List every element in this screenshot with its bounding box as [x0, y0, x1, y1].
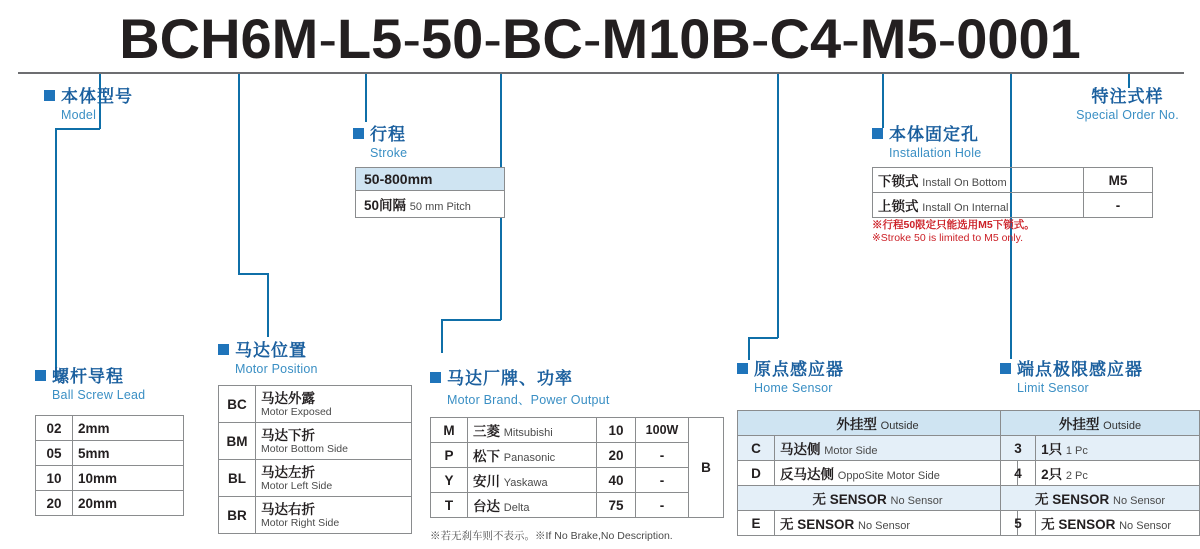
- table-row: [219, 497, 412, 534]
- hole-row-0-cn: 下锁式: [878, 174, 919, 189]
- label-motor-brand-cn: 马达厂牌、功率: [447, 369, 573, 388]
- pn-seg-lead: L5: [336, 7, 403, 70]
- connector-brand-horizontal: [441, 319, 501, 321]
- brand-en-3: Delta: [503, 502, 530, 514]
- home-cn-1: 反马达侧: [780, 467, 834, 482]
- bullet-square: [872, 128, 883, 139]
- table-row: [1001, 436, 1200, 461]
- label-motor-position: [218, 336, 318, 376]
- label-stroke-en: Stroke: [370, 146, 408, 160]
- table-row: [36, 441, 184, 466]
- label-installation-hole-cn: 本体固定孔: [889, 125, 979, 144]
- lead-value-0: 2mm: [73, 416, 184, 441]
- pn-seg-homesensor: C4: [769, 7, 842, 70]
- table-row: [36, 491, 184, 516]
- connector-lead-vertical: [238, 74, 240, 274]
- label-special-order: [1020, 82, 1200, 122]
- limit-desc-0: [1036, 436, 1200, 461]
- limit-desc-3: [1036, 511, 1200, 536]
- home-en-2: No Sensor: [890, 495, 943, 507]
- label-special-order-cn: 特注式样: [1091, 87, 1164, 106]
- label-limit-sensor: [1000, 355, 1143, 395]
- limit-en-2: No Sensor: [1113, 495, 1165, 507]
- pn-dash: -: [750, 7, 770, 70]
- brand-name-0: [468, 418, 597, 443]
- stroke-range: 50-800mm: [355, 167, 505, 191]
- bullet-square: [218, 344, 229, 355]
- table-row: [873, 193, 1153, 218]
- lead-code-1: 05: [36, 441, 73, 466]
- table-row: [1001, 461, 1200, 486]
- label-stroke: [353, 120, 407, 160]
- home-code-1: D: [738, 461, 775, 486]
- limit-cn-1: 2只: [1041, 467, 1063, 482]
- connector-model-vertical: [55, 128, 57, 378]
- limit-en-0: 1 Pc: [1065, 445, 1088, 457]
- lead-value-2: 10mm: [73, 466, 184, 491]
- bullet-square: [44, 90, 55, 101]
- power-code-0: 10: [597, 418, 636, 443]
- part-number: [0, 6, 1200, 71]
- stroke-pitch-en: 50 mm Pitch: [409, 201, 471, 213]
- limit-sensor-header: [1001, 411, 1200, 436]
- brake-code: B: [689, 418, 724, 518]
- home-cn-0: 马达侧: [780, 442, 821, 457]
- hole-row-1-cn: 上锁式: [878, 199, 919, 214]
- label-stroke-cn: 行程: [370, 125, 406, 144]
- connector-home-horizontal: [748, 337, 778, 339]
- power-value-0: 100W: [636, 418, 689, 443]
- label-limit-sensor-en: Limit Sensor: [1017, 381, 1089, 395]
- installation-hole-table: [872, 167, 1153, 218]
- limit-sensor-header-cn: 外挂型: [1058, 417, 1100, 432]
- limit-sensor-header-en: Outside: [1103, 420, 1142, 432]
- label-model-en: Model: [61, 108, 97, 122]
- label-model-cn: 本体型号: [61, 87, 133, 106]
- motorpos-en-2: Motor Left Side: [261, 479, 333, 492]
- limit-cn-3: 无 SENSOR: [1041, 517, 1116, 532]
- brand-code-0: M: [431, 418, 468, 443]
- pn-seg-motorpos: BC: [501, 7, 583, 70]
- motorpos-desc-1: [256, 423, 412, 460]
- pn-dash: -: [582, 7, 602, 70]
- brand-en-2: Yaskawa: [503, 477, 548, 489]
- label-motor-brand: [430, 364, 610, 408]
- home-code-0: C: [738, 436, 775, 461]
- label-ball-screw-lead: [35, 362, 145, 402]
- table-row: [36, 416, 184, 441]
- brand-code-1: P: [431, 443, 468, 468]
- motorpos-desc-0: [256, 386, 412, 423]
- hole-note-en: ※Stroke 50 is limited to M5 only.: [872, 232, 1023, 244]
- table-row: [219, 423, 412, 460]
- limit-cn-2: 无 SENSOR: [1034, 492, 1110, 507]
- pn-seg-motorbrand: M10B: [601, 7, 751, 70]
- motorpos-code-0: BC: [219, 386, 256, 423]
- power-value-2: -: [636, 468, 689, 493]
- brand-cn-3: 台达: [473, 499, 500, 514]
- motorpos-code-1: BM: [219, 423, 256, 460]
- table-row: [738, 411, 1018, 436]
- label-motor-brand-en: Motor Brand、Power Output: [447, 393, 610, 407]
- hole-row-1-en: Install On Internal: [922, 202, 1009, 214]
- lead-code-0: 02: [36, 416, 73, 441]
- table-row: [738, 511, 1018, 536]
- home-desc-3: [775, 511, 1018, 536]
- label-installation-hole-en: Installation Hole: [889, 146, 982, 160]
- pn-seg-hole: M5: [859, 7, 938, 70]
- label-motor-position-en: Motor Position: [235, 362, 318, 376]
- motor-brand-note: ※若无刹车则不表示。※If No Brake,No Description.: [430, 530, 673, 542]
- power-value-1: -: [636, 443, 689, 468]
- bullet-square: [35, 370, 46, 381]
- lead-code-3: 20: [36, 491, 73, 516]
- connector-stroke-vertical: [365, 74, 367, 122]
- table-row: [738, 461, 1018, 486]
- bullet-square: [1000, 363, 1011, 374]
- hole-row-0-value: M5: [1084, 168, 1153, 193]
- label-installation-hole: [872, 120, 981, 160]
- home-en-3: No Sensor: [858, 520, 911, 532]
- motorpos-desc-3: [256, 497, 412, 534]
- power-code-2: 40: [597, 468, 636, 493]
- brand-name-2: [468, 468, 597, 493]
- motorpos-cn-2: 马达左折: [261, 464, 315, 480]
- connector-lead-horizontal: [238, 273, 268, 275]
- pn-seg-special: 0001: [956, 7, 1081, 70]
- ball-screw-lead-table: [35, 415, 184, 516]
- table-row: [431, 418, 724, 443]
- lead-code-2: 10: [36, 466, 73, 491]
- hole-row-1-label: [873, 193, 1084, 218]
- home-sensor-header-cn: 外挂型: [836, 417, 877, 432]
- motorpos-code-3: BR: [219, 497, 256, 534]
- bullet-square: [737, 363, 748, 374]
- brand-code-3: T: [431, 493, 468, 518]
- brand-en-0: Mitsubishi: [503, 427, 553, 439]
- pn-dash: -: [483, 7, 502, 70]
- motorpos-desc-2: [256, 460, 412, 497]
- table-row: [36, 466, 184, 491]
- label-home-sensor: [737, 355, 844, 395]
- home-en-1: OppoSite Motor Side: [837, 470, 940, 482]
- pn-dash: -: [318, 7, 337, 70]
- limit-sensor-table: [1000, 410, 1200, 536]
- pn-dash: -: [402, 7, 421, 70]
- brand-name-1: [468, 443, 597, 468]
- home-sensor-header-en: Outside: [880, 420, 919, 432]
- brand-cn-1: 松下: [473, 449, 500, 464]
- label-special-order-en: Special Order No.: [1076, 108, 1179, 122]
- motor-brand-table: [430, 417, 724, 518]
- pn-dash: -: [937, 7, 957, 70]
- hole-row-0-en: Install On Bottom: [922, 177, 1007, 189]
- pn-seg-model: BCH6M: [119, 7, 319, 70]
- hole-row-1-value: -: [1084, 193, 1153, 218]
- label-limit-sensor-cn: 端点极限感应器: [1017, 360, 1143, 379]
- connector-model-horizontal: [55, 128, 100, 130]
- power-value-3: -: [636, 493, 689, 518]
- motorpos-en-0: Motor Exposed: [261, 405, 332, 418]
- limit-en-3: No Sensor: [1119, 520, 1172, 532]
- connector-brand-stub: [441, 319, 443, 353]
- table-row: [738, 486, 1018, 511]
- label-home-sensor-cn: 原点感应器: [754, 360, 844, 379]
- brand-cn-0: 三菱: [473, 424, 500, 439]
- home-cn-3: 无 SENSOR: [780, 517, 855, 532]
- motorpos-cn-0: 马达外露: [261, 390, 315, 406]
- motor-position-table: [218, 385, 412, 534]
- table-row: [1001, 511, 1200, 536]
- table-row: [431, 468, 724, 493]
- label-home-sensor-en: Home Sensor: [754, 381, 833, 395]
- home-code-3: E: [738, 511, 775, 536]
- table-row: [219, 460, 412, 497]
- home-desc-0: [775, 436, 1018, 461]
- limit-code-3: 5: [1001, 511, 1036, 536]
- bullet-square: [353, 128, 364, 139]
- home-cn-2: 无 SENSOR: [812, 492, 887, 507]
- table-row: [1001, 411, 1200, 436]
- limit-cn-0: 1只: [1041, 442, 1063, 457]
- motorpos-en-1: Motor Bottom Side: [261, 442, 348, 455]
- table-row: [431, 493, 724, 518]
- table-row: [431, 443, 724, 468]
- home-desc-2: [738, 486, 1018, 511]
- power-code-1: 20: [597, 443, 636, 468]
- limit-desc-2: [1001, 486, 1200, 511]
- motorpos-cn-1: 马达下折: [261, 427, 315, 443]
- home-desc-1: [775, 461, 1018, 486]
- label-ball-screw-lead-cn: 螺杆导程: [52, 367, 124, 386]
- bullet-square: [430, 372, 441, 383]
- lead-value-1: 5mm: [73, 441, 184, 466]
- hole-note-cn: ※行程50限定只能选用M5下锁式。: [872, 219, 1035, 231]
- label-motor-position-cn: 马达位置: [235, 341, 307, 360]
- connector-motorpos-vertical: [267, 273, 269, 337]
- table-row: [219, 386, 412, 423]
- brand-en-1: Panasonic: [503, 452, 556, 464]
- limit-code-0: 3: [1001, 436, 1036, 461]
- stroke-pitch: [355, 191, 505, 218]
- table-row: [873, 168, 1153, 193]
- stroke-box: [355, 167, 505, 218]
- pn-seg-stroke: 50: [420, 7, 484, 70]
- table-row: [1001, 486, 1200, 511]
- power-code-3: 75: [597, 493, 636, 518]
- table-row: [738, 436, 1018, 461]
- stroke-pitch-cn: 50间隔: [364, 198, 407, 213]
- brand-name-3: [468, 493, 597, 518]
- home-sensor-table: [737, 410, 1018, 536]
- label-model: [44, 82, 133, 122]
- lead-value-3: 20mm: [73, 491, 184, 516]
- home-sensor-header: [738, 411, 1018, 436]
- brand-cn-2: 安川: [473, 474, 500, 489]
- home-en-0: Motor Side: [824, 445, 878, 457]
- hole-row-0-label: [873, 168, 1084, 193]
- motorpos-en-3: Motor Right Side: [261, 516, 340, 529]
- limit-en-1: 2 Pc: [1065, 470, 1088, 482]
- connector-home-vertical: [777, 74, 779, 338]
- label-ball-screw-lead-en: Ball Screw Lead: [52, 388, 146, 402]
- limit-desc-1: [1036, 461, 1200, 486]
- motorpos-cn-3: 马达右折: [261, 501, 315, 517]
- limit-code-1: 4: [1001, 461, 1036, 486]
- motorpos-code-2: BL: [219, 460, 256, 497]
- pn-dash: -: [841, 7, 860, 70]
- brand-code-2: Y: [431, 468, 468, 493]
